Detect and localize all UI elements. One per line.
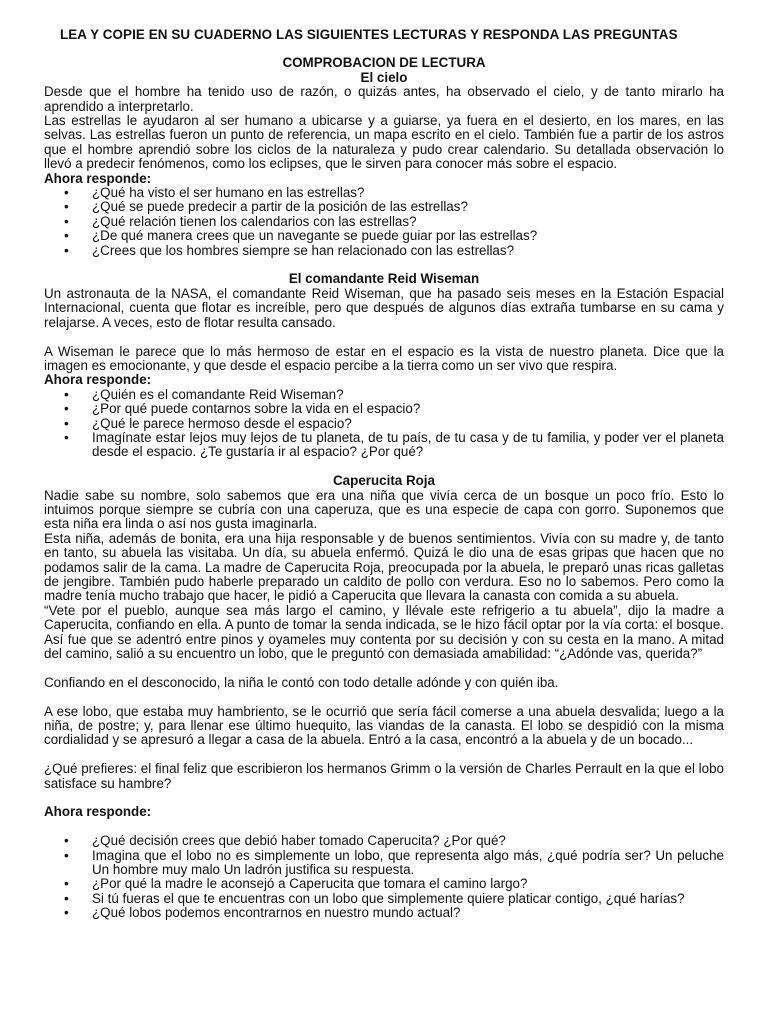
story-title-reid-wiseman: El comandante Reid Wiseman <box>288 271 480 287</box>
paragraph: Esta niña, además de bonita, era una hija responsable y de buenos sentimientos. Vivía con su madre y, de tanto en tanto, su abuela las visitaba. Un día, su abuela enfermó. Quizá le dio una de esas gripas que hacen que no podamos salir de la cama. La madre de Caperucita Roja, preocupada por la abuela, le preparó unas ricas galletas de jengibre. También pudo haberle preparado un caldito de pollo con verdura. Eso no lo sabemos. Pero como la madre tenía mucho trabajo que hacer, le pidió a Caperucita que llevara la canasta con comida a su abuela. <box>44 530 724 604</box>
paragraph: A ese lobo, que estaba muy hambriento, se le ocurrió que sería fácil comerse a una abuela desvalida; luego a la niña, de postre; y, para llenar ese último huequito, las viandas de la canasta. El lobo se despidió con la misma cordialidad y se apresuró a llegar a casa de la abuela. Entró a la casa, encontró a la abuela y de un bocado... <box>44 703 724 748</box>
paragraph: A Wiseman le parece que lo más hermoso de estar en el espacio es la vista de nuestro planeta. Dice que la imagen es emocionante, y que desde el espacio percibe a la tierra como un ser vivo que respira. <box>44 343 724 373</box>
answer-label: Ahora responde: <box>44 170 152 186</box>
answer-label: Ahora responde: <box>44 804 152 820</box>
paragraph: Nadie sabe su nombre, solo sabemos que era una niña que vivía cerca de un bosque un poco frío. Esto lo intuimos porque siempre se cubría con una caperuza, que es una especie de capa con gorro. Suponemos que esta niña era linda o así nos gusta imaginarla. <box>44 487 724 532</box>
paragraph: Las estrellas le ayudaron al ser humano a ubicarse y a guiarse, ya fuera en el desierto, en los mares, en las selvas. Las estrellas fueron un punto de referencia, un mapa escrito en el cielo. También fue a partir de los astros que el hombre aprendió sobre los ciclos de la naturaleza y pudo crear calendario. Su detallada observación lo llevó a predecir fenómenos, como los eclipses, que le sirven para conocer más sobre el espacio. <box>44 113 724 172</box>
question-item: • ¿Qué se puede predecir a partir de la posición de las estrellas? <box>92 200 724 214</box>
question-item: • ¿Qué relación tienen los calendarios con las estrellas? <box>92 215 724 229</box>
answer-label: Ahora responde: <box>44 372 152 388</box>
question-item: • Imagínate estar lejos muy lejos de tu planeta, de tu país, de tu casa y de tu familia, y poder ver el planeta desde el espacio. ¿Te gustaría ir al espacio? ¿Por qué? <box>92 431 724 460</box>
paragraph: Confiando en el desconocido, la niña le contó con todo detalle adónde y con quién iba. <box>44 674 559 690</box>
paragraph: “Vete por el pueblo, aunque sea más largo el camino, y llévale este refrigerio a tu abuela”, dijo la madre a Caperucita, confiando en ella. A punto de tomar la senda indicada, se le hizo fácil optar por la vía corta: el bosque. Así fue que se adentró entre pinos y oyameles muy contenta por su decisión y con su cesta en la mano. A mitad del camino, salió a su encuentro un lobo, que le preguntó con demasiada amabilidad: “¿Adónde vas, querida?” <box>44 602 724 662</box>
question-list <box>44 186 724 258</box>
instruction-heading: LEA Y COPIE EN SU CUADERNO LAS SIGUIENTES LECTURAS Y RESPONDA LAS PREGUNTAS <box>60 27 678 42</box>
question-item: • ¿Por qué puede contarnos sobre la vida en el espacio? <box>92 402 724 416</box>
story-title-caperucita-roja: Caperucita Roja <box>333 473 435 489</box>
paragraph: Un astronauta de la NASA, el comandante Reid Wiseman, que ha pasado seis meses en la Estación Espacial Internacional, cuenta que flotar es increíble, pero que después de algunos días extraña tumbarse en su cama y relajarse. A veces, esto de flotar resulta cansado. <box>44 285 724 330</box>
question-item: • ¿Qué lobos podemos encontrarnos en nuestro mundo actual? <box>92 906 724 920</box>
question-item: • Si tú fueras el que te encuentras con un lobo que simplemente quiere platicar contigo, ¿qué harías? <box>92 892 724 906</box>
question-item: • ¿Quién es el comandante Reid Wiseman? <box>92 388 724 402</box>
section-title: COMPROBACION DE LECTURA <box>282 55 486 71</box>
question-item: • ¿De qué manera crees que un navegante se puede guiar por las estrellas? <box>92 229 724 243</box>
paragraph: ¿Qué prefieres: el final feliz que escribieron los hermanos Grimm o la versión de Charles Perrault en la que el lobo satisface su hambre? <box>44 761 724 791</box>
question-list <box>44 388 724 460</box>
story-title-el-cielo: El cielo <box>360 69 408 85</box>
paragraph: Desde que el hombre ha tenido uso de razón, o quizás antes, ha observado el cielo, y de tanto mirarlo ha aprendido a interpretarlo. <box>44 84 724 114</box>
question-item: • ¿Qué le parece hermoso desde el espacio? <box>92 417 724 431</box>
question-item: • ¿Por qué la madre le aconsejó a Caperucita que tomara el camino largo? <box>92 877 724 891</box>
question-item: • ¿Crees que los hombres siempre se han relacionado con las estrellas? <box>92 244 724 258</box>
question-list <box>44 834 724 920</box>
question-item: • ¿Qué ha visto el ser humano en las estrellas? <box>92 186 724 200</box>
question-item: • ¿Qué decisión crees que debió haber tomado Caperucita? ¿Por qué? <box>92 834 724 848</box>
question-item: • Imagina que el lobo no es simplemente un lobo, que representa algo más, ¿qué podría ser? Un peluche Un hombre muy malo Un ladrón justifica su respuesta. <box>92 849 724 878</box>
